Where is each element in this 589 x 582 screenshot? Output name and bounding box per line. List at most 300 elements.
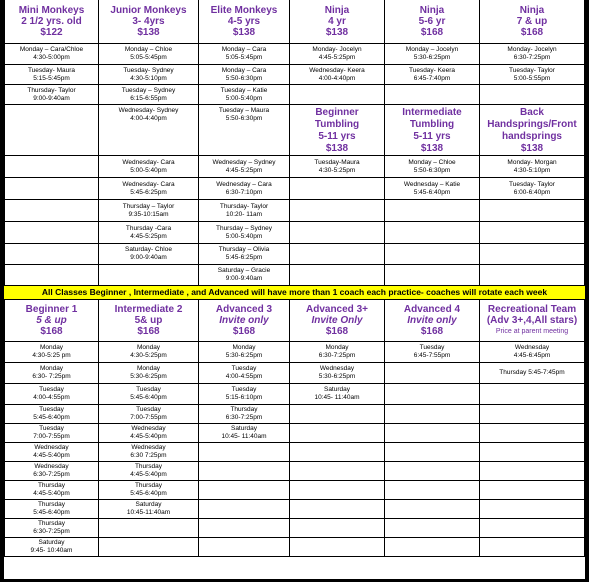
class-price: $168: [520, 27, 544, 38]
schedule-cell: [99, 481, 199, 500]
cell-line: Monday – Chloe: [124, 46, 173, 53]
schedule-cell: [480, 519, 585, 538]
cell-line: Thursday: [134, 482, 163, 489]
class-age: 5-11 yrs: [413, 131, 451, 142]
schedule-cell: [385, 244, 480, 265]
schedule-cell: [4, 105, 99, 156]
table-row: [4, 405, 585, 424]
table-row: [4, 462, 585, 481]
cell-line: 10:45- 11:40am: [314, 394, 360, 401]
schedule-cell: [4, 342, 99, 363]
cell-line: Tuesday: [39, 386, 64, 393]
schedule-cell: [99, 222, 199, 244]
schedule-cell: [480, 481, 585, 500]
cell-line: 4:30-5:25 pm: [32, 352, 71, 359]
schedule-cell: [99, 405, 199, 424]
cell-line: 5:15-5:45pm: [33, 74, 70, 82]
class-name: Ninja: [324, 5, 350, 16]
cell-line: Thursday: [230, 406, 258, 413]
cell-line: 9:00-9:40am: [130, 254, 167, 261]
tumbling-rows: [4, 156, 585, 286]
schedule-cell: [385, 462, 480, 481]
class-name: Ninja: [419, 5, 445, 16]
schedule-cell: [99, 156, 199, 178]
cell-line: Monday – Chloe: [408, 158, 456, 166]
cell-line: Monday: [136, 344, 161, 351]
table-row: [4, 44, 585, 65]
cell-line: 6:30-7:25pm: [33, 528, 70, 535]
class-age: 3- 4yrs: [132, 16, 165, 27]
schedule-cell: [480, 363, 585, 384]
cell-line: Thursday: [37, 482, 66, 489]
header-ninja-4: [290, 0, 385, 44]
class-name: Back: [520, 107, 544, 118]
class-eligibility: (Adv 3+,4,All stars): [486, 315, 578, 326]
schedule-cell: [99, 65, 199, 85]
class-eligibility: Invite only: [219, 315, 269, 326]
monkeys-ninja-section: [4, 0, 585, 286]
cell-line: 5:30-6:25pm: [225, 352, 263, 359]
class-price: $138: [520, 143, 544, 154]
cell-line: Tuesday-Maura: [314, 158, 360, 166]
schedule-cell: [290, 85, 385, 105]
cell-line: 4:00-4:55pm: [33, 394, 70, 401]
schedule-cell: [4, 519, 99, 538]
schedule-cell: [480, 265, 585, 286]
schedule-cell: [99, 519, 199, 538]
schedule-cell: [199, 500, 290, 519]
schedule-cell: [199, 200, 290, 222]
table-row: [4, 222, 585, 244]
schedule-cell: [385, 342, 480, 363]
cell-line: Monday: [39, 365, 64, 372]
schedule-cell: [199, 65, 290, 85]
schedule-cell: [385, 85, 480, 105]
cell-line: 4:45-5:40pm: [33, 452, 70, 459]
schedule-cell: [99, 200, 199, 222]
class-eligibility: Invite Only: [311, 315, 363, 326]
cell-line: Saturday- Chloe: [125, 246, 172, 253]
cell-line: 5:30-6:25pm: [413, 54, 451, 61]
schedule-cell: [4, 178, 99, 200]
header-ninja-7-up: [480, 0, 585, 44]
schedule-cell: [4, 222, 99, 244]
table-row: [4, 85, 585, 105]
cell-line: Monday- Morgan: [507, 158, 557, 166]
cell-line: Wednesday: [131, 425, 166, 432]
schedule-cell: [480, 65, 585, 85]
cell-line: Wednesday- Cara: [122, 180, 175, 188]
schedule-cell: [199, 519, 290, 538]
class-name: Tumbling: [409, 119, 455, 130]
class-price: $168: [232, 326, 256, 337]
schedule-cell: [385, 222, 480, 244]
cell-line: Tuesday: [39, 425, 64, 432]
schedule-cell: [199, 105, 290, 156]
schedule-cell: [99, 105, 199, 156]
cell-line: Tuesday: [136, 406, 161, 413]
schedule-cell: [480, 424, 585, 443]
schedule-cell: [99, 384, 199, 405]
schedule-cell: [480, 405, 585, 424]
cell-line: Thursday: [37, 520, 66, 527]
schedule-cell: [290, 222, 385, 244]
schedule-cell: [99, 462, 199, 481]
cell-line: Tuesday: [419, 344, 445, 351]
header-back-handsprings: [480, 105, 585, 156]
cell-line: Thursday- Taylor: [219, 202, 269, 210]
cell-line: 5:45-6:40pm: [33, 414, 70, 421]
class-name: Handsprings/Front: [487, 119, 577, 130]
header-ninja-5-6: [385, 0, 480, 44]
class-age: 5-11 yrs: [318, 131, 356, 142]
class-price: $168: [420, 326, 444, 337]
cell-line: Wednesday: [34, 463, 69, 470]
schedule-cell: [480, 156, 585, 178]
cell-line: 6:45-7:40pm: [413, 74, 451, 82]
cell-line: Thursday: [134, 463, 163, 470]
schedule-cell: [199, 265, 290, 286]
schedule-cell: [385, 44, 480, 65]
cell-line: Monday: [39, 344, 64, 351]
cell-line: Wednesday – Katie: [403, 180, 461, 188]
cell-line: 5:00-5:55pm: [513, 74, 551, 82]
cell-line: 6:30-7:25pm: [318, 352, 356, 359]
header-intermediate-2: [99, 300, 199, 342]
schedule-cell: [199, 538, 290, 557]
cell-line: Thursday 5:45-7:45pm: [499, 369, 565, 376]
cell-line: 5:05-5:45pm: [225, 54, 263, 61]
schedule-cell: [4, 156, 99, 178]
header-advanced-3-plus: [290, 300, 385, 342]
schedule-cell: [290, 443, 385, 462]
schedule-cell: [99, 342, 199, 363]
cell-line: Thursday: [37, 501, 66, 508]
schedule-cell: [99, 500, 199, 519]
schedule-cell: [290, 200, 385, 222]
table-row: [4, 363, 585, 384]
cell-line: 4:30-5:00pm: [33, 54, 70, 61]
cell-line: Saturday – Gracie: [217, 267, 271, 274]
class-eligibility: Invite only: [407, 315, 457, 326]
cell-line: Saturday: [323, 386, 351, 393]
cell-line: 7:00-7:55pm: [130, 414, 167, 421]
class-price: $168: [420, 27, 444, 38]
schedule-cell: [99, 443, 199, 462]
class-price: $138: [232, 27, 256, 38]
schedule-cell: [480, 200, 585, 222]
class-age: 7 & up: [516, 16, 548, 27]
schedule-cell: [290, 244, 385, 265]
class-price: $138: [325, 143, 349, 154]
schedule-cell: [480, 500, 585, 519]
schedule-cell: [290, 44, 385, 65]
class-name: Recreational Team: [487, 304, 577, 315]
schedule-cell: [290, 405, 385, 424]
schedule-cell: [385, 265, 480, 286]
cell-line: Wednesday – Sydney: [212, 158, 276, 166]
table-row: [4, 156, 585, 178]
cell-line: Tuesday – Maura: [218, 107, 270, 114]
cell-line: 10:45- 11:40am: [221, 433, 267, 440]
schedule-cell: [99, 44, 199, 65]
cell-line: 6:00-6:40pm: [513, 188, 551, 196]
schedule-cell: [385, 519, 480, 538]
cell-line: Monday – Cara: [221, 66, 267, 74]
class-name: Advanced 4: [403, 304, 461, 315]
schedule-cell: [290, 384, 385, 405]
cell-line: Wednesday- Keera: [309, 66, 365, 74]
cell-line: 5:50-6:30pm: [413, 166, 451, 174]
cell-line: 5:45-6:40pm: [413, 188, 451, 196]
header-beginner-tumbling: [290, 105, 385, 156]
cell-line: Monday – Cara: [221, 46, 267, 53]
cell-line: Tuesday: [39, 406, 64, 413]
schedule-cell: [99, 424, 199, 443]
table-row: [4, 65, 585, 85]
cell-line: 4:30-5:10pm: [130, 74, 167, 82]
schedule-cell: [4, 538, 99, 557]
table-row: [4, 538, 585, 557]
schedule-cell: [199, 424, 290, 443]
header-intermediate-tumbling: [385, 105, 480, 156]
cell-line: Monday: [232, 344, 256, 351]
cell-line: 6:30-7:25pm: [33, 471, 70, 478]
schedule-cell: [4, 200, 99, 222]
schedule-cell: [480, 222, 585, 244]
tumbling-header-row: [4, 105, 585, 156]
class-name: Advanced 3+: [306, 304, 368, 315]
schedule-cell: [480, 178, 585, 200]
cell-line: 7:00-7:55pm: [33, 433, 70, 440]
schedule-cell: [290, 342, 385, 363]
cell-line: 5:30-6:25pm: [318, 373, 356, 380]
class-name: Advanced 3: [215, 304, 273, 315]
class-age: 5& up: [134, 315, 163, 326]
coach-rotation-banner: All Classes Beginner , Intermediate , and Advanced will have more than 1 coach each practice- coaches will rotate each week: [4, 286, 585, 300]
schedule-cell: [199, 405, 290, 424]
cell-line: Monday: [136, 365, 161, 372]
class-price: $122: [40, 27, 63, 38]
schedule-cell: [99, 85, 199, 105]
schedule-cell: [385, 424, 480, 443]
cell-line: Wednesday: [131, 444, 166, 451]
cell-line: Tuesday- Sydney: [123, 66, 174, 74]
schedule-cell: [99, 538, 199, 557]
cell-line: 4:45-5:25pm: [225, 166, 263, 174]
schedule-cell: [4, 500, 99, 519]
schedule-cell: [199, 443, 290, 462]
table-row: [4, 342, 585, 363]
schedule-cell: [385, 443, 480, 462]
table-row: [4, 519, 585, 538]
cell-line: Wednesday: [319, 365, 355, 372]
cell-line: 4:45-5:40pm: [130, 433, 167, 440]
schedule-cell: [290, 519, 385, 538]
schedule-cell: [4, 65, 99, 85]
cell-line: 5:45-6:25pm: [130, 188, 167, 196]
cell-line: 9:35-10:15am: [128, 210, 169, 218]
class-age: 5 & up: [36, 315, 67, 326]
schedule-cell: [385, 200, 480, 222]
cell-line: 5:45-6:40pm: [33, 509, 70, 516]
class-name: Intermediate 2: [114, 304, 183, 315]
cell-line: 6:45-7:55pm: [413, 352, 451, 359]
schedule-cell: [4, 481, 99, 500]
schedule-cell: [199, 178, 290, 200]
cell-line: 9:00-9:40am: [33, 94, 70, 102]
schedule-cell: [4, 405, 99, 424]
cell-line: 5:00-5:40pm: [225, 232, 263, 240]
class-name: Tumbling: [314, 119, 360, 130]
class-age: 4-5 yrs: [227, 16, 261, 27]
cell-line: 4:00-4:40pm: [318, 74, 356, 82]
cell-line: Tuesday: [136, 386, 161, 393]
header-mini-monkeys: [4, 0, 99, 44]
class-name: Elite Monkeys: [210, 5, 278, 16]
table-row: [4, 384, 585, 405]
schedule-cell: [385, 363, 480, 384]
cell-line: Wednesday: [514, 344, 550, 351]
schedule-cell: [290, 265, 385, 286]
class-age: 2 1/2 yrs. old: [21, 16, 82, 27]
cell-line: Wednesday: [34, 444, 69, 451]
header-junior-monkeys: [99, 0, 199, 44]
schedule-cell: [199, 222, 290, 244]
cell-line: 5:50-6:30pm: [225, 74, 263, 82]
cell-line: Thursday – Taylor: [122, 202, 175, 210]
schedule-cell: [99, 363, 199, 384]
table-row: [4, 265, 585, 286]
cell-line: Tuesday: [231, 365, 257, 372]
schedule-cell: [199, 85, 290, 105]
schedule-cell: [480, 443, 585, 462]
header-recreational-team: [480, 300, 585, 342]
schedule-cell: [480, 384, 585, 405]
class-age: 5-6 yr: [418, 16, 446, 27]
cell-line: 5:15-6:10pm: [225, 394, 263, 401]
cell-line: Thursday – Olivia: [218, 246, 270, 253]
cell-line: Tuesday- Taylor: [509, 66, 555, 74]
cell-line: 4:45-5:40pm: [130, 471, 167, 478]
schedule-cell: [385, 384, 480, 405]
schedule-cell: [99, 265, 199, 286]
cell-line: 5:45-6:25pm: [225, 254, 263, 261]
cell-line: 6:30 7:25pm: [130, 452, 167, 459]
cell-line: 5:30-6:25pm: [130, 373, 167, 380]
cell-line: 10:45-11:40am: [126, 509, 171, 516]
schedule-cell: [480, 44, 585, 65]
cell-line: Tuesday- Keera: [408, 66, 455, 74]
header-beginner-1: [4, 300, 99, 342]
schedule-cell: [290, 462, 385, 481]
schedule-cell: [385, 500, 480, 519]
schedule-cell: [385, 156, 480, 178]
schedule-cell: [99, 244, 199, 265]
cell-line: Wednesday – Cara: [216, 180, 272, 188]
schedule-cell: [480, 85, 585, 105]
top-header-row: [4, 0, 585, 44]
cell-line: 5:50-6:30pm: [225, 115, 263, 122]
cell-line: Saturday: [230, 425, 258, 432]
class-name: handsprings: [501, 131, 562, 142]
class-price: $138: [137, 27, 160, 38]
schedule-cell: [199, 44, 290, 65]
header-advanced-3: [199, 300, 290, 342]
bottom-rows: [4, 342, 585, 557]
schedule-cell: [290, 481, 385, 500]
cell-line: 4:45-5:25pm: [130, 232, 167, 240]
class-name: Intermediate: [402, 107, 462, 118]
cell-line: 5:00-5:40pm: [130, 166, 167, 174]
schedule-cell: [4, 384, 99, 405]
cell-line: Thursday -Cara: [125, 224, 172, 232]
cell-line: 4:30-5:10pm: [513, 166, 551, 174]
cell-line: 9:00-9:40am: [225, 275, 263, 282]
schedule-cell: [385, 178, 480, 200]
cell-line: 6:30- 7:25pm: [32, 373, 71, 380]
schedule-cell: [199, 481, 290, 500]
cell-line: Saturday: [135, 501, 162, 508]
schedule-cell: [4, 85, 99, 105]
cell-line: Thursday- Taylor: [27, 86, 76, 94]
class-price: $168: [40, 326, 63, 337]
cell-line: 4:30-5:25pm: [318, 166, 356, 174]
bottom-header-row: [4, 300, 585, 342]
cell-line: 4:45-6:45pm: [513, 352, 551, 359]
table-row: [4, 244, 585, 265]
schedule-cell: [199, 156, 290, 178]
table-row: [4, 481, 585, 500]
cell-line: 4:00-4:40pm: [130, 115, 167, 122]
class-price: $138: [325, 27, 349, 38]
cell-line: 4:45-5:25pm: [318, 54, 356, 61]
schedule-cell: [385, 538, 480, 557]
schedule-cell: [99, 178, 199, 200]
schedule-cell: [199, 384, 290, 405]
schedule-cell: [199, 342, 290, 363]
cell-line: Tuesday – Katie: [220, 86, 268, 94]
cell-line: Tuesday- Maura: [27, 66, 76, 74]
schedule-cell: [4, 443, 99, 462]
schedule-cell: [385, 65, 480, 85]
cell-line: 5:45-6:40pm: [130, 490, 167, 497]
cell-line: Monday – Cara/Chloe: [19, 46, 84, 53]
schedule-cell: [290, 538, 385, 557]
class-price: $138: [420, 143, 444, 154]
cell-line: Tuesday: [231, 386, 257, 393]
cell-line: Monday – Jocelyn: [405, 46, 459, 53]
class-name: Beginner: [315, 107, 359, 118]
cell-line: Monday- Jocelyn: [507, 46, 557, 53]
schedule-cell: [4, 265, 99, 286]
class-price: $168: [137, 326, 160, 337]
schedule-cell: [385, 405, 480, 424]
cell-line: 5:05-5:45pm: [130, 54, 167, 61]
cell-line: Wednesday- Sydney: [118, 107, 179, 114]
schedule-cell: [290, 65, 385, 85]
schedule-cell: [199, 363, 290, 384]
schedule-cell: [290, 363, 385, 384]
cell-line: Monday: [325, 344, 349, 351]
header-advanced-4: [385, 300, 480, 342]
table-row: [4, 500, 585, 519]
schedule-cell: [385, 481, 480, 500]
cell-line: 5:45-6:40pm: [130, 394, 167, 401]
table-row: [4, 200, 585, 222]
class-age: 4 yr: [328, 16, 346, 27]
cell-line: Monday- Jocelyn: [312, 46, 362, 53]
